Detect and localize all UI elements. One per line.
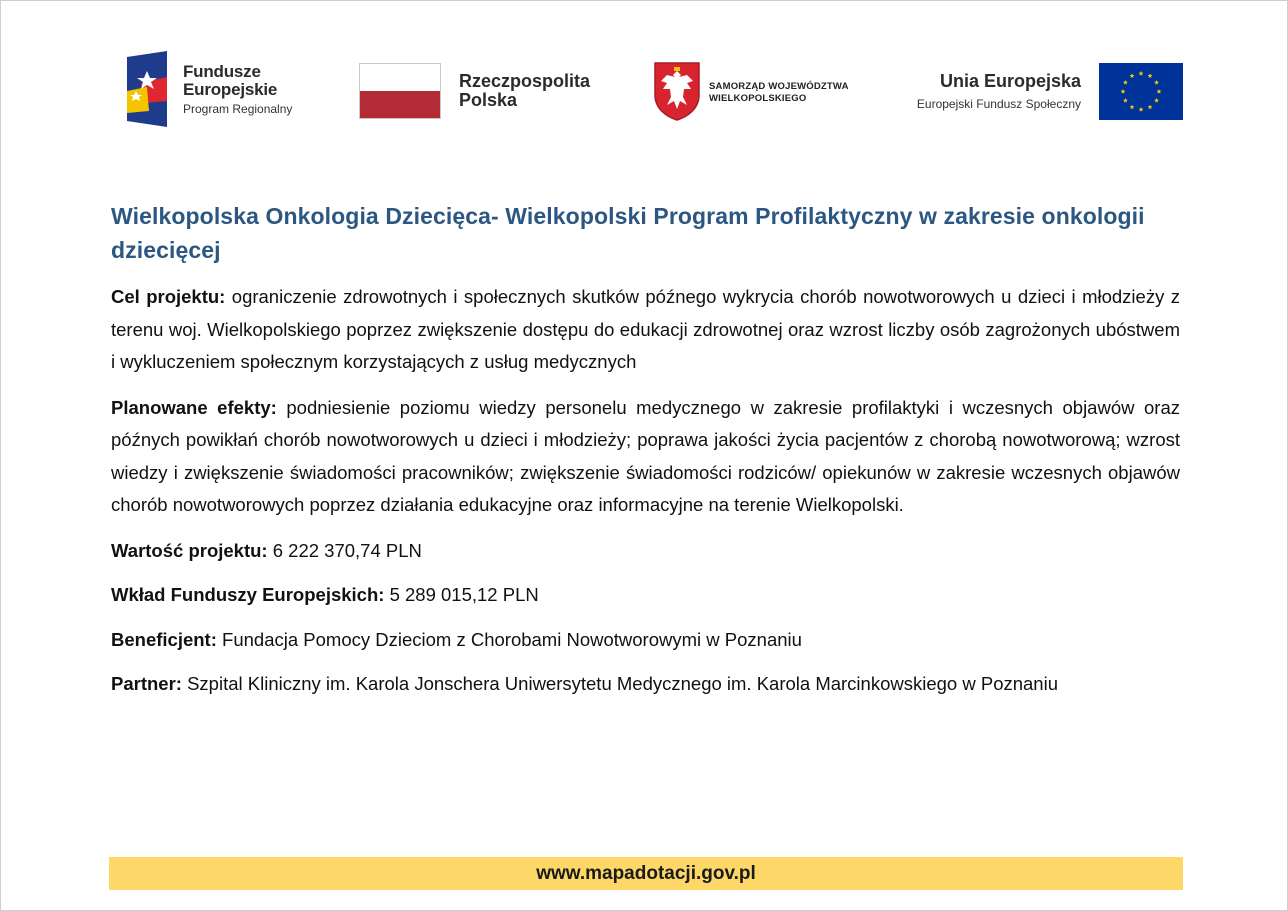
cel-label: Cel projektu: [111, 286, 226, 307]
fundusze-europejskie-emblem-icon [127, 51, 167, 127]
cel-projektu-paragraph [111, 281, 1180, 379]
ue-line2: Europejski Fundusz Społeczny [916, 97, 1081, 111]
fe-line2: Europejskie [183, 80, 278, 99]
beneficjent-text: Fundacja Pomocy Dzieciom z Chorobami Nowotworowymi w Poznaniu [216, 628, 802, 650]
beneficjent-label: Beneficjent: [111, 628, 217, 650]
wklad-value: 5 289 015,12 PLN [384, 584, 539, 605]
ue-line1: Unia Europejska [939, 71, 1081, 91]
eagle-crest-icon [653, 61, 701, 121]
sw-line1: SAMORZĄD WOJEWÓDZTWA [709, 81, 849, 92]
cel-text: ograniczenie zdrowotnych i społecznych skutków późnego wykrycia chorób nowotworowych u dzieci i młodzieży z terenu woj. Wielkopolskiego poprzez zwiększenie dostępu do edukacji zdrowotnej oraz wzrost liczby osób zagrożonych ubóstwem i wykluczeniem społecznym korzystających z usług medycznych [111, 286, 1181, 372]
polish-flag-icon [359, 63, 441, 119]
fe-line3: Program Regionalny [183, 102, 293, 116]
wklad-paragraph [111, 579, 1180, 612]
efekty-label: Planowane efekty: [111, 396, 277, 418]
wklad-label: Wkład Funduszy Europejskich: [111, 584, 385, 605]
samorzad-wojewodztwa-logo [653, 61, 863, 123]
partner-text: Szpital Kliniczny im. Karola Jonschera Uniwersytetu Medycznego im. Karola Marcinkowskiego w Poznaniu [181, 673, 1058, 694]
rp-line2: Polska [459, 90, 518, 110]
wartosc-value: 6 222 370,74 PLN [267, 539, 422, 561]
unia-europejska-logo [901, 63, 1183, 121]
beneficjent-paragraph [111, 624, 1180, 657]
fe-line1: Fundusze [183, 62, 261, 81]
planowane-efekty-paragraph [111, 392, 1180, 522]
efekty-text: podniesienie poziomu wiedzy personelu medycznego w zakresie profilaktyki i wczesnych objawów oraz późnych powikłań chorób nowotworowych u dzieci i młodzieży; poprawa jakości życia pacjentów z chorobą nowotworową; wzrost wiedzy i zwiększenie świadomości pracowników; zwiększenie świadomości rodziców/ opiekunów w zakresie wczesnych objawów chorób nowotworowych poprzez działania edukacyjne oraz informacyjne na terenie Wielkopolski. [111, 396, 1181, 515]
sw-line2: WIELKOPOLSKIEGO [709, 93, 807, 104]
project-title: Wielkopolska Onkologia Dziecięca- Wielkopolski Program Profilaktyczny w zakresie onkologii dziecięcej [111, 203, 1145, 263]
project-description [111, 199, 1180, 714]
fundusze-europejskie-logo [127, 51, 327, 129]
eu-flag-icon [1099, 63, 1183, 120]
wartosc-projektu-paragraph [111, 535, 1180, 568]
logo-bar [1, 1, 1288, 141]
partner-label: Partner: [111, 673, 182, 694]
partner-paragraph [111, 668, 1180, 701]
footer-url-bar [109, 857, 1183, 890]
rp-line1: Rzeczpospolita [459, 71, 591, 91]
wartosc-label: Wartość projektu: [111, 539, 268, 561]
rzeczpospolita-polska-logo [359, 63, 609, 121]
footer-url-link[interactable]: www.mapadotacji.gov.pl [536, 863, 756, 884]
